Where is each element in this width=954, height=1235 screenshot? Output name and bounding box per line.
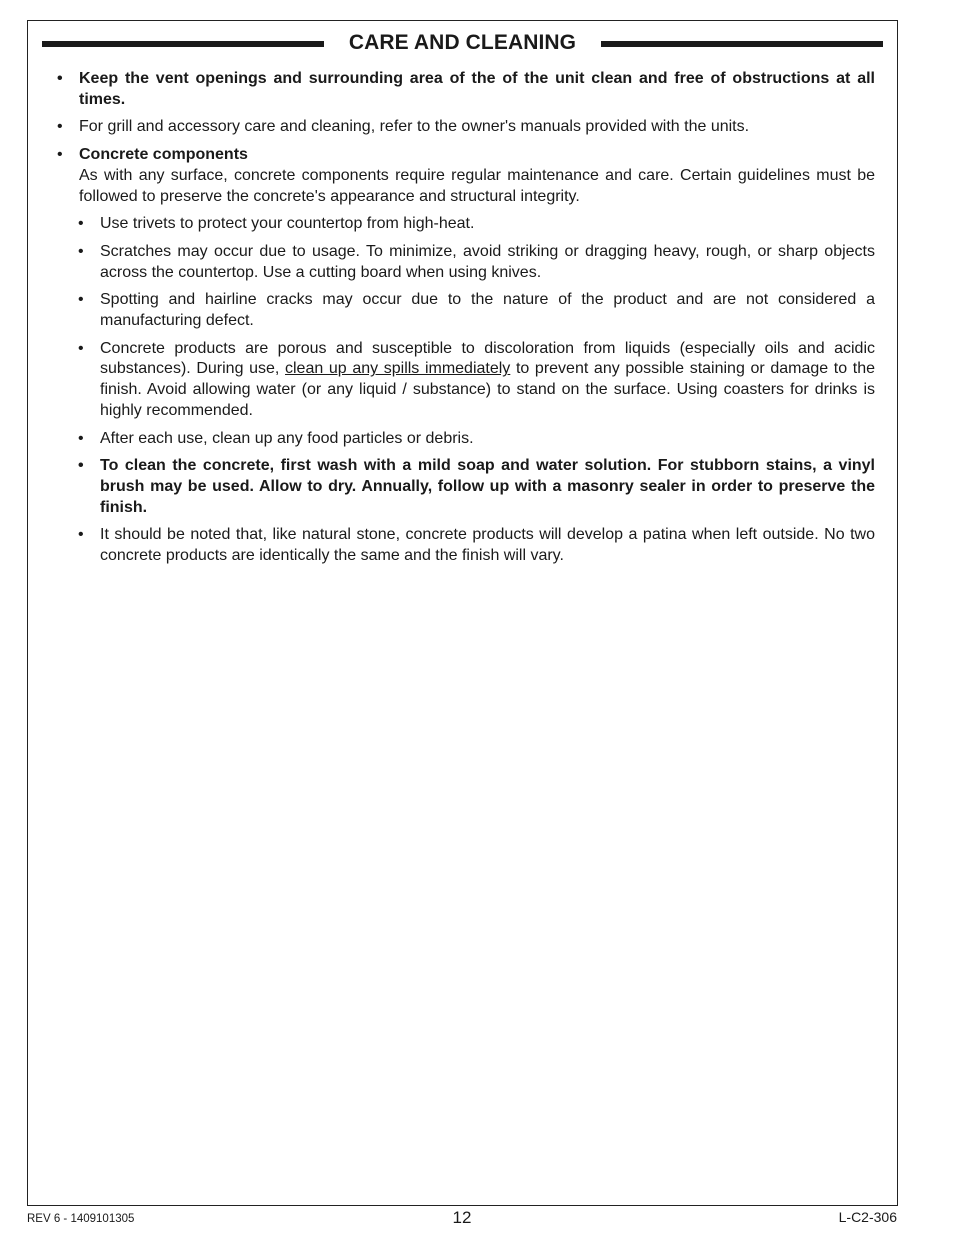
item-text: It should be noted that, like natural stone, concrete products will develop a patina when left outside. No two concrete products are identically the same and the finish will vary. <box>100 526 875 565</box>
bullet: • <box>78 291 84 309</box>
bullet: • <box>57 118 63 136</box>
sub-list-item <box>52 456 875 518</box>
page-number: 12 <box>452 1208 472 1227</box>
item-text: For grill and accessory care and cleaning, refer to the owner's manuals provided with the units. <box>79 118 750 136</box>
item-text-pre: Concrete products are porous and susceptible to discoloration from liquids (especially oils and acidic substances). During use, <box>100 339 875 378</box>
bullet: • <box>78 215 84 233</box>
item-text: Use trivets to protect your countertop from high-heat. <box>100 215 475 233</box>
bullet: • <box>57 70 63 87</box>
item-text: Spotting and hairline cracks may occur due to the nature of the product and are not considered a manufacturing defect. <box>100 291 875 330</box>
item-heading: Concrete components <box>79 146 248 164</box>
item-text: As with any surface, concrete components require regular maintenance and care. Certain guidelines must be followed to preserve the concrete's appearance and structural integrity. <box>79 166 875 205</box>
bullet: • <box>78 457 84 475</box>
item-text: To clean the concrete, first wash with a mild soap and water solution. For stubborn stains, a vinyl brush may be used. Allow to dry. Annually, follow up with a masonry sealer in order to preserve the finish. <box>100 457 875 516</box>
bullet: • <box>57 146 63 164</box>
sub-list-item <box>52 290 875 331</box>
bullet: • <box>78 242 84 260</box>
section-title <box>42 31 883 55</box>
bullet: • <box>78 526 84 544</box>
sub-list-item <box>52 242 875 283</box>
item-text: After each use, clean up any food particles or debris. <box>100 429 474 447</box>
sub-list-item <box>52 339 875 422</box>
section-header <box>42 30 883 58</box>
bullet: • <box>78 429 84 447</box>
sub-list-item <box>52 214 875 235</box>
underlined-emphasis: clean up any spills immediately <box>285 360 511 378</box>
sub-list-item <box>52 525 875 566</box>
care-cleaning-list <box>52 69 875 574</box>
list-item <box>52 145 875 207</box>
list-item <box>52 117 875 138</box>
item-text: Keep the vent openings and surrounding area of the of the unit clean and free of obstructions at all times. <box>79 70 875 108</box>
list-item <box>52 69 875 110</box>
sub-list-item <box>52 429 875 450</box>
section-title-text: CARE AND CLEANING <box>335 31 590 54</box>
bullet: • <box>78 339 84 357</box>
page-frame <box>27 20 898 1206</box>
document-code: L-C2-306 <box>838 1209 897 1225</box>
item-text: Scratches may occur due to usage. To minimize, avoid striking or dragging heavy, rough, or sharp objects across the countertop. Use a cutting board when using knives. <box>100 242 875 281</box>
revision-label: REV 6 - 1409101305 <box>27 1213 135 1225</box>
item-text-post: to prevent any possible staining or damage to the finish. Avoid allowing water (or any liquid / substance) to stand on the surface. Using coasters for drinks is highly recommended. <box>100 360 876 419</box>
